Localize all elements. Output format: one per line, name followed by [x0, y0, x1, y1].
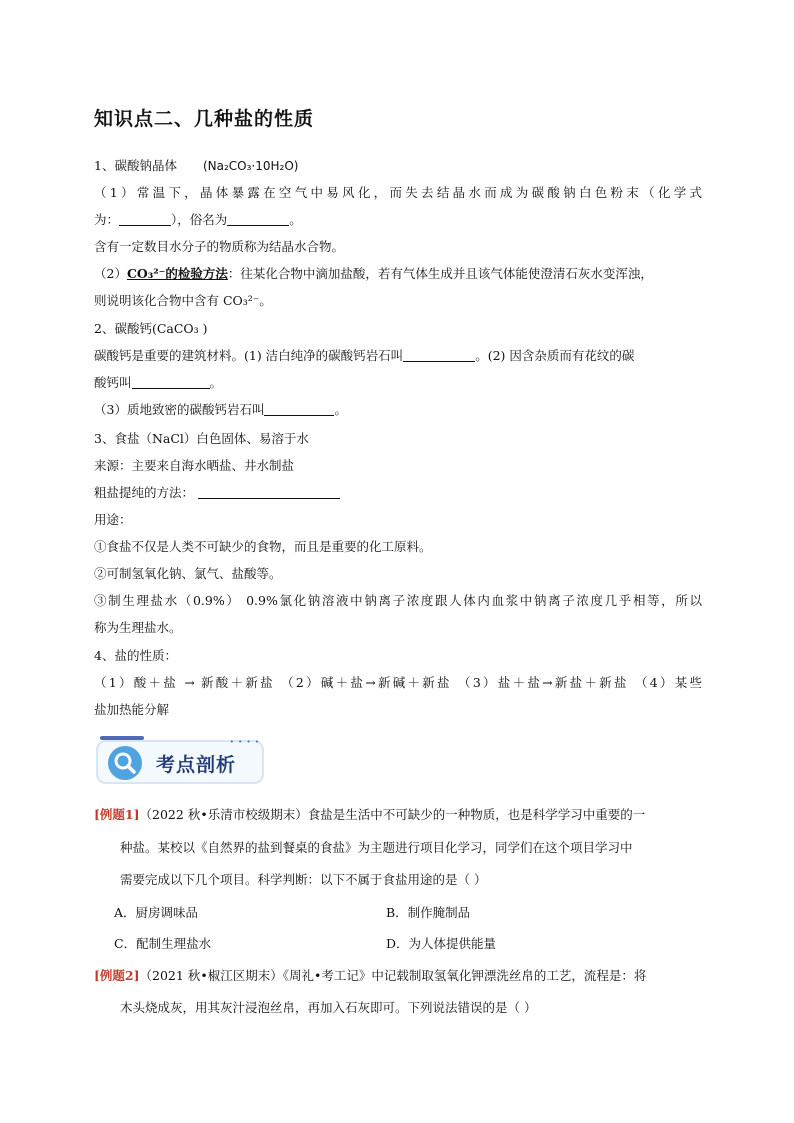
- example1-line3: 需要完成以下几个项目。科学判断：以下不属于食盐用途的是（ ）: [120, 872, 487, 887]
- badge-dots: • • • •: [229, 738, 260, 746]
- item2-p1-pre: 碳酸钙是重要的建筑材料。(1) 洁白纯净的碳酸钙岩石叫: [94, 348, 404, 363]
- item3-use1: ①食盐不仅是人类不可缺少的食物，而且是重要的化工原料。: [94, 539, 432, 554]
- item1-p3-rest: ：往某化合物中滴加盐酸，若有气体生成并且该气体能使澄清石灰水变浑浊，: [227, 266, 653, 281]
- purification-blank[interactable]: [198, 486, 340, 499]
- example1-line2: 种盐。某校以《自然界的盐到餐桌的食盐》为主题进行项目化学习，同学们在这个项目学习中: [120, 840, 633, 855]
- item3-purify-label: 粗盐提纯的方法：: [94, 485, 195, 500]
- example2-tag: [例题2]: [94, 968, 140, 983]
- item1-heading: 1、碳酸钠晶体: [94, 158, 177, 173]
- item2-p1: [94, 346, 634, 364]
- item1-p1b-mid: ），俗名为: [171, 212, 228, 227]
- carbonate-test-method-label: CO₃²⁻的检验方法: [126, 266, 228, 281]
- example1-text1: （2022 秋•乐清市校级期末）食盐是生活中不可缺少的一种物质，也是科学学习中重要的一: [139, 807, 646, 822]
- item1-p1b-end: 。: [289, 212, 302, 227]
- badge-tab: [100, 736, 144, 740]
- item3-use3b: 称为生理盐水。: [94, 620, 182, 635]
- section-title: 知识点二、几种盐的性质: [94, 108, 315, 130]
- example1-option-b[interactable]: B．制作腌制品: [386, 905, 471, 920]
- item2-p2-end: 。: [209, 375, 223, 390]
- example1-tag: [例题1]: [94, 807, 140, 822]
- item2-p3-pre: （3）质地致密的碳酸钙岩石叫: [94, 402, 265, 417]
- item4-p2: 盐加热能分解: [94, 702, 170, 717]
- example2-line2: 木头烧成灰，用其灰汁浸泡丝帛，再加入石灰即可。下列说法错误的是（ ）: [120, 1000, 537, 1015]
- item2-p2-pre: 酸钙叫: [94, 375, 132, 390]
- item3-purify: [94, 483, 340, 501]
- item3-heading: 3、食盐（NaCl）白色固体、易溶于水: [94, 431, 309, 446]
- dense-rock-blank[interactable]: [264, 403, 334, 416]
- patterned-calcium-blank[interactable]: [132, 376, 210, 389]
- item2-p1-mid: 。(2) 因含杂质而有花纹的碳: [475, 348, 635, 363]
- example1-option-a[interactable]: A．厨房调味品: [114, 905, 199, 920]
- common-name-blank[interactable]: [227, 213, 289, 226]
- item1-heading-line: [94, 156, 298, 174]
- item1-p4: 则说明该化合物中含有 CO₃²⁻。: [94, 293, 272, 308]
- item1-p1b-pre: 为：: [94, 212, 120, 227]
- item3-use3a: ③制生理盐水（0.9%） 0.9%氯化钠溶液中钠离子浓度跟人体内血浆中钠离子浓度几乎相等，所以: [94, 593, 702, 608]
- search-icon: [108, 746, 142, 780]
- item1-p3-pre: （2）: [94, 266, 127, 281]
- item1-p3: [94, 264, 653, 282]
- item4-p1: （1）酸＋盐 → 新酸＋新盐 （2）碱＋盐→新碱＋新盐 （3）盐＋盐→新盐＋新盐 （4）某些: [94, 675, 702, 690]
- item3-use2: ②可制氢氧化钠、氯气、盐酸等。: [94, 566, 282, 581]
- formula-blank[interactable]: [119, 213, 171, 226]
- item4-heading: 4、盐的性质：: [94, 648, 177, 663]
- example2-text1: （2021 秋•椒江区期末）《周礼•考工记》中记载制取氢氧化钾漂洗丝帛的工艺，流程是：将: [139, 968, 647, 983]
- item1-p1a: （1）常温下，晶体暴露在空气中易风化，而失去结晶水而成为碳酸钠白色粉末（化学式: [94, 185, 702, 200]
- item2-heading: 2、碳酸钙(CaCO₃ ): [94, 321, 208, 336]
- item1-formula: (Na₂CO₃·10H₂O): [202, 159, 299, 173]
- example1-option-c[interactable]: C．配制生理盐水: [114, 936, 212, 951]
- example2-line1: [94, 966, 646, 984]
- marble-blank[interactable]: [403, 349, 475, 362]
- example1-line1: [94, 805, 645, 823]
- item3-source: 来源：主要来自海水晒盐、井水制盐: [94, 458, 295, 473]
- item2-p3-end: 。: [334, 402, 347, 417]
- item2-p2: [94, 373, 222, 391]
- item3-use-label: 用途：: [94, 512, 132, 527]
- item1-p2: 含有一定数目水分子的物质称为结晶水合物。: [94, 239, 345, 254]
- example1-option-d[interactable]: D．为人体提供能量: [386, 936, 497, 951]
- badge-label: 考点剖析: [156, 754, 237, 776]
- exam-analysis-badge: [96, 736, 266, 786]
- item2-p3: [94, 400, 347, 418]
- item1-p1b: [94, 210, 302, 228]
